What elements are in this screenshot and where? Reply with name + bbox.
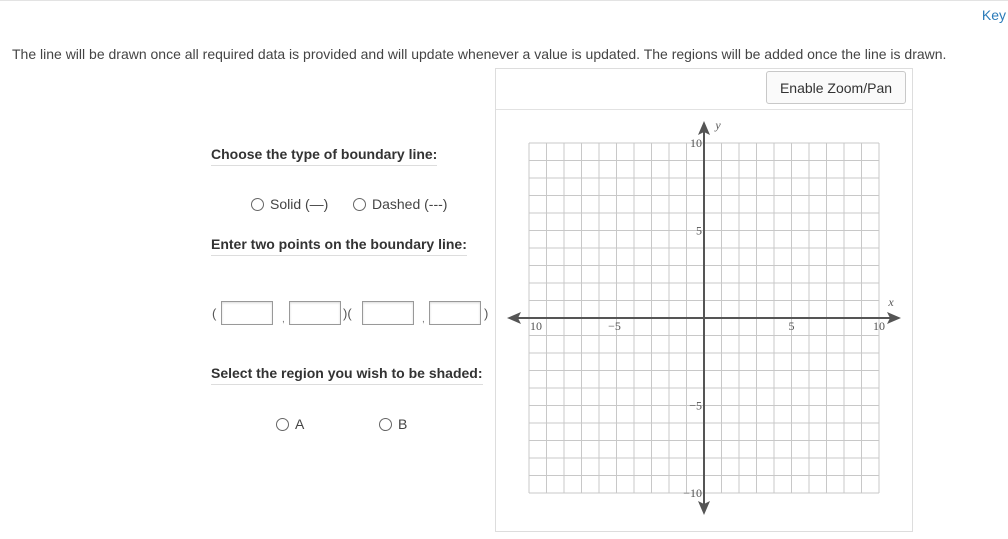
close-paren: ) [484,306,489,321]
key-link[interactable]: Key [981,7,1006,23]
point1-x-input[interactable] [221,301,273,325]
region-b-label: B [398,416,408,432]
mid-parens: )( [343,306,352,321]
point2-x-input[interactable] [362,301,414,325]
region-a-label: A [295,416,305,432]
y-tick-label-neg5: −5 [689,398,702,413]
graph-panel [495,68,913,532]
dashed-radio-button[interactable] [353,198,366,211]
comma-2: , [422,314,425,325]
region-b-radio-button[interactable] [379,418,392,431]
x-tick-label-pos10: 10 [873,319,885,333]
top-divider [0,0,1008,3]
y-tick-label-neg10: −10 [683,486,702,500]
x-axis-label: x [888,295,894,309]
dashed-radio-option[interactable] [353,196,447,212]
y-axis-label: y [715,118,721,132]
axis-labels [530,118,894,500]
enable-zoom-pan-button[interactable]: Enable Zoom/Pan [766,71,906,104]
x-tick-label-neg5: −5 [608,319,621,333]
point2-y-input[interactable] [429,301,481,325]
region-a-radio-button[interactable] [276,418,289,431]
dashed-radio-label: Dashed (---) [372,196,448,212]
axes [507,121,901,515]
points-label: Enter two points on the boundary line: [211,236,467,256]
region-label: Select the region you wish to be shaded: [211,365,483,385]
y-tick-label-pos5: 5 [696,223,702,238]
coordinate-grid[interactable] [496,69,912,531]
solid-radio-option[interactable] [251,196,328,212]
solid-radio-label: Solid (—) [270,196,329,212]
comma-1: , [282,314,285,325]
open-paren: ( [212,306,217,321]
x-tick-label-pos5: 5 [788,319,795,333]
x-tick-label-neg10: 10 [530,319,542,333]
instructions-text: The line will be drawn once all required data is provided and will update whenever a value is updated. The regions will be added once the line is drawn. [12,46,947,62]
y-tick-label-pos10: 10 [690,136,702,150]
region-b-option[interactable] [379,416,407,432]
solid-radio-button[interactable] [251,198,264,211]
point1-y-input[interactable] [289,301,341,325]
boundary-type-label: Choose the type of boundary line: [211,146,437,166]
region-a-option[interactable] [276,416,304,432]
